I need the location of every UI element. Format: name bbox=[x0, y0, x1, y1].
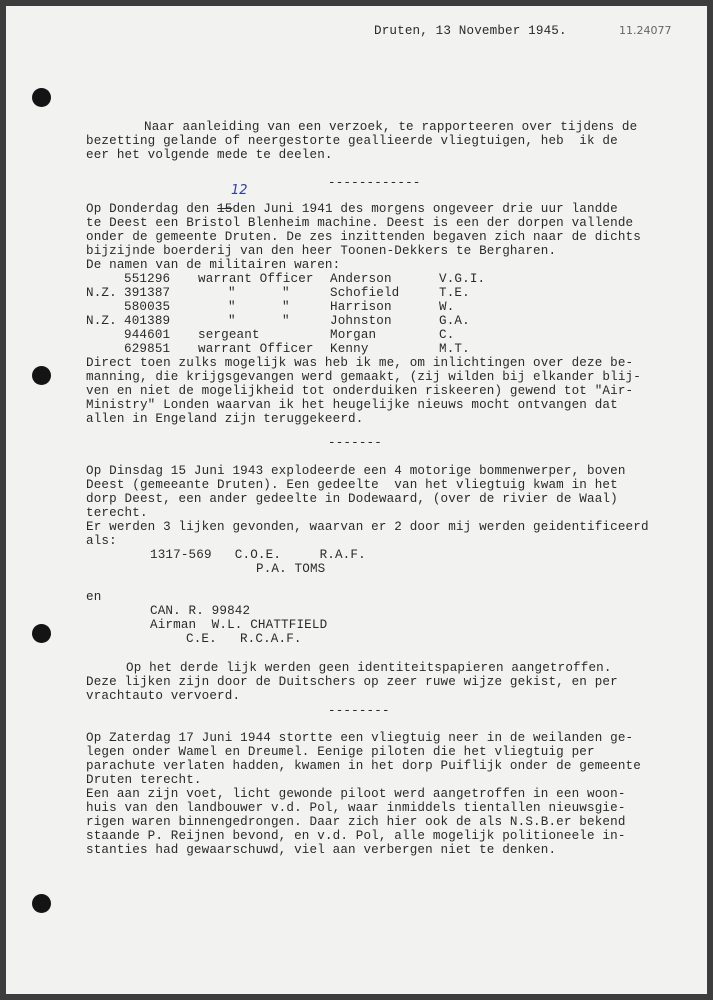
intro-line: bezetting gelande of neergestorte geallieerde vliegtuigen, heb ik de bbox=[86, 134, 618, 148]
handwritten-date-correction: 12 bbox=[231, 183, 248, 198]
paragraph-line: legen onder Wamel en Dreumel. Eenige piloten die het vliegtuig per bbox=[86, 745, 595, 759]
paragraph-line: Op Dinsdag 15 Juni 1943 explodeerde een 4 motorige bommenwerper, boven bbox=[86, 464, 626, 478]
paragraph-line: stanties had gewaarschuwd, viel aan verbergen niet te denken. bbox=[86, 843, 557, 857]
paragraph-line: rigen waren binnengedrongen. Daar zich hier ook de als N.S.B.er bekend bbox=[86, 815, 626, 829]
paragraph-line: huis van den landbouwer v.d. Pol, waar inmiddels tientallen nieuwsgie- bbox=[86, 801, 626, 815]
identified-person: 1317-569 C.O.E. R.A.F. bbox=[150, 548, 366, 562]
intro-line: eer het volgende mede te deelen. bbox=[86, 148, 333, 162]
paragraph-line: parachute verlaten hadden, kwamen in het dorp Puiflijk onder de gemeente bbox=[86, 759, 641, 773]
punch-hole bbox=[32, 894, 51, 913]
paragraph-line: onder de gemeente Druten. De zes inzittenden begaven zich naar de dichts bbox=[86, 230, 641, 244]
conjunction: en bbox=[86, 590, 102, 604]
intro-line: Naar aanleiding van een verzoek, te rapporteeren over tijdens de bbox=[144, 120, 638, 134]
identified-person-name: Airman W.L. CHATTFIELD bbox=[150, 618, 328, 632]
paragraph-line: Druten terecht. bbox=[86, 773, 202, 787]
archive-reference: 11.24077 bbox=[619, 24, 672, 37]
section-separator: -------- bbox=[328, 704, 390, 718]
paragraph-line: Direct toen zulks mogelijk was heb ik me, om inlichtingen over deze be- bbox=[86, 356, 634, 370]
paragraph-line: Er werden 3 lijken gevonden, waarvan er 2 door mij werden geidentificeerd bbox=[86, 520, 649, 534]
paragraph-line: vrachtauto vervoerd. bbox=[86, 689, 241, 703]
paragraph-line: te Deest een Bristol Blenheim machine. Deest is een der dorpen vallende bbox=[86, 216, 634, 230]
paragraph-line: Een aan zijn voet, licht gewonde piloot werd aangetroffen in een woon- bbox=[86, 787, 626, 801]
paragraph-line: De namen van de militairen waren: bbox=[86, 258, 341, 272]
paragraph-line: Deze lijken zijn door de Duitschers op zeer ruwe wijze gekist, en per bbox=[86, 675, 618, 689]
paragraph-line: Deest (gemeeante Druten). Een gedeelte van het vliegtuig kwam in het bbox=[86, 478, 618, 492]
document-page: 11.24077 Druten, 13 November 1945. Naar aanleiding van een verzoek, te rapporteeren over tijdens de bezetting gelande of neergestorte geallieerde vliegtuigen, heb ik de eer het volgende mede te deelen. ------------ 12 Op Donderdag den 15den Juni 1941 des morgens ongeveer drie uur landde te Deest een Bristol Blenheim machine. Deest is een der dorpen vallende onder de gemeente Druten. De zes inzittenden begaven zich naar de dichts bijzijnde boerderij van den heer Toonen-Dekkers te Bergharen. De namen van de militairen waren: 551296 warrant Officer Anderson V.G.I. N.Z. 391387 " " Schofield T.E. 580035 " " Harrison W. N.Z. 401389 " " Johnston G.A. 944601 sergeant Morgan C. 629851 warrant Officer Kenny M.T. Direct toen zulks mogelijk was heb ik me, om inlichtingen over deze be- manning, die krijgsgevangen werd gemaakt, (zij wilden bij elkander blij- ven en niet de mogelijkheid tot onderduiken riskeeren) gewend tot "Air- Ministry" Londen waarvan ik het heugelijke nieuws mocht ontvangen dat allen in Engeland zijn teruggekeerd. ------- Op Dinsdag 15 Juni 1943 explodeerde een 4 motorige bommenwerper, boven Deest (gemeeante Druten). Een gedeelte van het vliegtuig kwam in het dorp Deest, een ander gedeelte in Dodewaard, (over de rivier de Waal) terecht. Er werden 3 lijken gevonden, waarvan er 2 door mij werden geidentificeerd als: 1317-569 C.O.E. R.A.F. P.A. TOMS en CAN. R. 99842 Airman W.L. CHATTFIELD C.E. R.C.A.F. Op het derde lijk werden geen identiteitspapieren aangetroffen. Deze lijken zijn door de Duitschers op zeer ruwe wijze gekist, en per vrachtauto vervoerd. -------- Op Zaterdag 17 Juni 1944 stortte een vliegtuig neer in de weilanden ge- legen onder Wamel en Dreumel. Eenige piloten die het vliegtuig per parachute verlaten hadden, kwamen in het dorp Puiflijk onder de gemeente Druten terecht. Een aan zijn voet, licht gewonde piloot werd aangetroffen in een woon- huis van den landbouwer v.d. Pol, waar inmiddels tientallen nieuwsgie- rigen waren binnengedrongen. Daar zich hier ook de als N.S.B.er bekend staande P. Reijnen bevond, en v.d. Pol, alle mogelijk politioneele in- stanties had gewaarschuwd, viel aan verbergen niet te denken. bbox=[6, 6, 707, 994]
paragraph-line: Op het derde lijk werden geen identiteitspapieren aangetroffen. bbox=[126, 661, 612, 675]
identified-person-name: P.A. TOMS bbox=[256, 562, 326, 576]
place-date-header: Druten, 13 November 1945. bbox=[374, 24, 567, 38]
struck-date: 15 bbox=[217, 202, 233, 216]
paragraph-line: Op Zaterdag 17 Juni 1944 stortte een vliegtuig neer in de weilanden ge- bbox=[86, 731, 634, 745]
paragraph-line: als: bbox=[86, 534, 117, 548]
punch-hole bbox=[32, 366, 51, 385]
paragraph-line: Op Donderdag den 15den Juni 1941 des morgens ongeveer drie uur landde bbox=[86, 202, 618, 216]
paragraph-line: staande P. Reijnen bevond, en v.d. Pol, alle mogelijk politioneele in- bbox=[86, 829, 626, 843]
section-separator: ------- bbox=[328, 436, 382, 450]
paragraph-line: bijzijnde boerderij van den heer Toonen-Dekkers te Bergharen. bbox=[86, 244, 557, 258]
identified-person-unit: C.E. R.C.A.F. bbox=[186, 632, 302, 646]
paragraph-line: dorp Deest, een ander gedeelte in Dodewaard, (over de rivier de Waal) bbox=[86, 492, 618, 506]
punch-hole bbox=[32, 624, 51, 643]
paragraph-line: manning, die krijgsgevangen werd gemaakt, (zij wilden bij elkander blij- bbox=[86, 370, 641, 384]
section-separator: ------------ bbox=[328, 176, 421, 190]
punch-hole bbox=[32, 88, 51, 107]
paragraph-line: terecht. bbox=[86, 506, 148, 520]
paragraph-line: ven en niet de mogelijkheid tot onderduiken riskeeren) gewend tot "Air- bbox=[86, 384, 634, 398]
paragraph-line: allen in Engeland zijn teruggekeerd. bbox=[86, 412, 364, 426]
identified-person: CAN. R. 99842 bbox=[150, 604, 251, 618]
paragraph-line: Ministry" Londen waarvan ik het heugelijke nieuws mocht ontvangen dat bbox=[86, 398, 618, 412]
